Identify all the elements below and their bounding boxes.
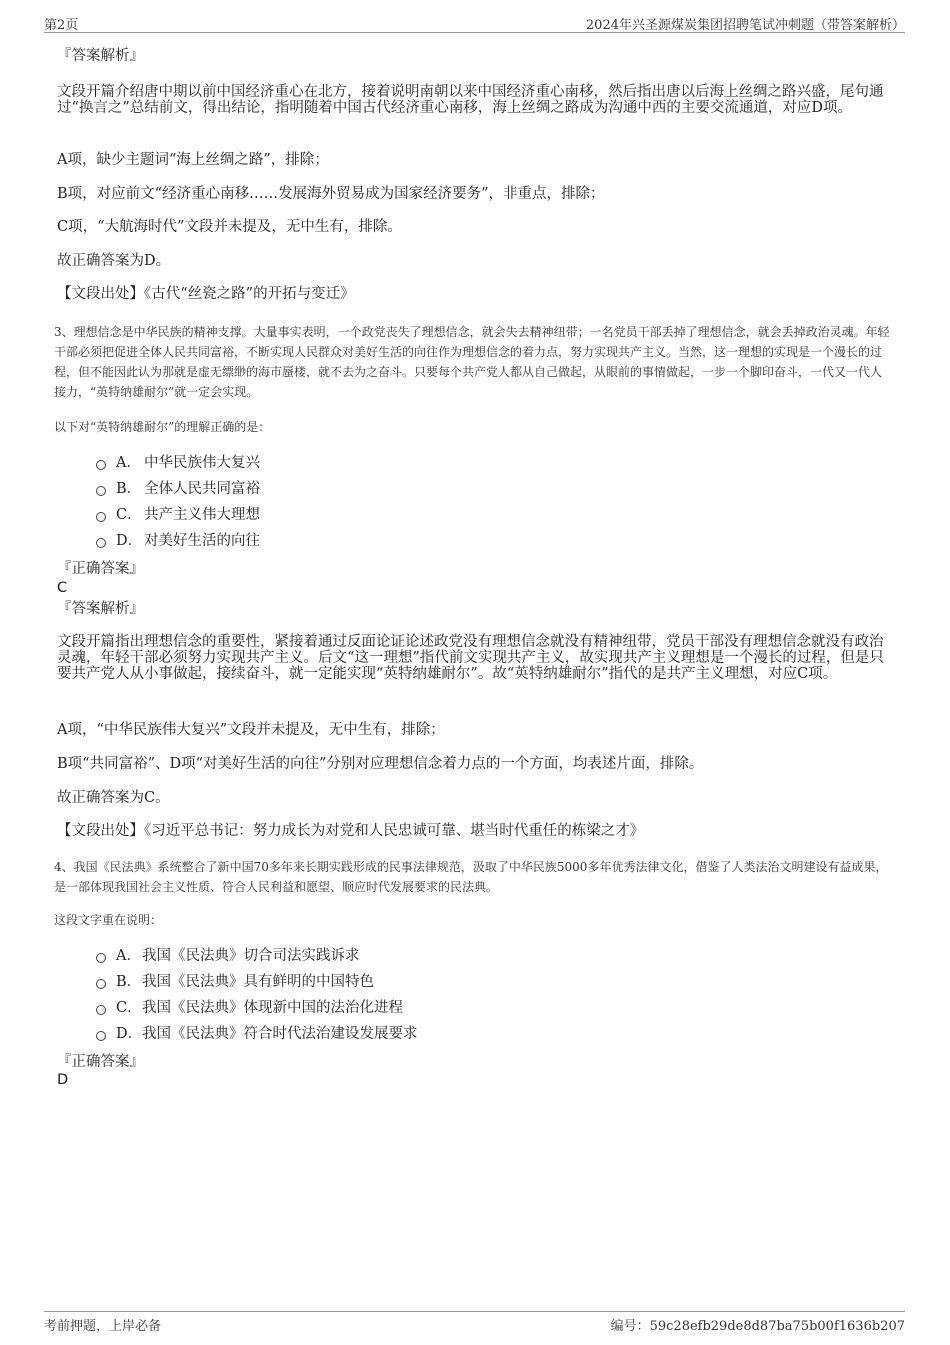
q3-question-text: 3、理想信念是中华民族的精神支撑。大量事实表明，一个政党丧失了理想信念，就会失去精神纽带；一名党员干部丢掉了理想信念，就会丢掉政治灵魂。年轻干部必须把促进全体人民共同富裕，不断实现人民群众对美好生活的向往作为理想信念的着力点，努力实现共产主义。当然，这一理想的实现是一个漫长的过程，但不能因此认为那就是虚无缥缈的海市蜃楼，就不去为之奋斗。只要每个共产党人都从自己做起，从眼前的事情做起，一步一个脚印奋斗，一代又一代人接力，“英特纳雄耐尔”就一定会实现。 — [54, 325, 890, 399]
q2-source: 【文段出处】《古代“丝瓷之路”的开拓与变迁》 — [57, 286, 355, 302]
option-text: 共产主义伟大理想 — [144, 507, 260, 523]
radio-icon[interactable] — [96, 486, 106, 496]
q3-option-c[interactable] — [96, 506, 260, 524]
radio-icon[interactable] — [96, 979, 106, 989]
radio-icon[interactable] — [96, 953, 106, 963]
option-text: 我国《民法典》切合司法实践诉求 — [142, 948, 360, 964]
q2-option-c-note: C项，“大航海时代”文段并未提及，无中生有，排除。 — [57, 219, 402, 235]
q4-option-d[interactable] — [96, 1025, 418, 1043]
page-header — [44, 14, 905, 33]
option-text: 我国《民法典》体现新中国的法治化进程 — [142, 1000, 403, 1016]
q4-question-text: 4、我国《民法典》系统整合了新中国70多年来长期实践形成的民事法律规范，汲取了中华民族5000多年优秀法律文化，借鉴了人类法治文明建设有益成果，是一部体现我国社会主义性质、符合人民利益和愿望、顺应时代发展要求的民法典。 — [54, 860, 888, 894]
q3-option-b[interactable] — [96, 480, 260, 498]
q4-prompt: 这段文字重在说明： — [54, 913, 163, 927]
option-text: 我国《民法典》具有鲜明的中国特色 — [142, 974, 374, 990]
document-title: 2024年兴圣源煤炭集团招聘笔试冲刺题（带答案解析） — [585, 18, 905, 33]
q2-analysis-label: 『答案解析』 — [57, 48, 144, 64]
q4-option-b[interactable] — [96, 973, 374, 991]
radio-icon[interactable] — [96, 1031, 106, 1041]
q3-analysis-text: 文段开篇指出理想信念的重要性，紧接着通过反面论证论述政党没有理想信念就没有精神纽带，党员干部没有理想信念就没有政治灵魂，年轻干部必须努力实现共产主义。后文“这一理想”指代前文实现共产主义，故实现共产主义理想是一个漫长的过程，但是只要共产党人从小事做起，接续奋斗，就一定能实现“英特纳雄耐尔”。故“英特纳雄耐尔”指代的是共产主义理想，对应C项。 — [57, 634, 884, 682]
q3-option-d[interactable] — [96, 532, 260, 550]
q4-answer-label: 『正确答案』 — [57, 1054, 144, 1070]
q3-option-bd-note: B项“共同富裕”、D项“对美好生活的向往”分别对应理想信念着力点的一个方面，均表述片面，排除。 — [57, 756, 704, 772]
q3-source: 【文段出处】《习近平总书记：努力成长为对党和人民忠诚可靠、堪当时代重任的栋梁之才》 — [57, 823, 645, 839]
footer-slogan: 考前押题，上岸必备 — [44, 1319, 162, 1334]
option-letter: C． — [116, 507, 142, 523]
q3-prompt: 以下对“英特纳雄耐尔”的理解正确的是： — [54, 420, 271, 434]
option-text: 全体人民共同富裕 — [144, 481, 260, 497]
q3-option-a[interactable] — [96, 454, 260, 472]
radio-icon[interactable] — [96, 460, 106, 470]
option-text: 中华民族伟大复兴 — [144, 455, 260, 471]
radio-icon[interactable] — [96, 1005, 106, 1015]
document-code: 编号：59c28efb29de8d87ba75b00f1636b207 — [610, 1319, 905, 1334]
option-letter: A． — [116, 455, 141, 471]
q3-answer-label: 『正确答案』 — [57, 561, 144, 577]
option-text: 我国《民法典》符合时代法治建设发展要求 — [142, 1026, 418, 1042]
option-letter: D． — [116, 1026, 143, 1042]
page-number: 第2页 — [44, 18, 79, 33]
q3-answer: C — [57, 580, 68, 596]
q4-answer: D — [57, 1072, 69, 1088]
option-letter: D． — [116, 533, 143, 549]
q2-option-b-note: B项，对应前文“经济重心南移……发展海外贸易成为国家经济要务”，非重点，排除； — [57, 186, 605, 202]
option-letter: A． — [116, 948, 141, 964]
q4-option-c[interactable] — [96, 999, 403, 1017]
q3-option-a-note: A项，“中华民族伟大复兴”文段并未提及，无中生有，排除； — [57, 722, 445, 738]
q2-analysis-text: 文段开篇介绍唐中期以前中国经济重心在北方，接着说明南朝以来中国经济重心南移，然后指出唐以后海上丝绸之路兴盛，尾句通过“换言之”总结前文，得出结论，指明随着中国古代经济重心南移，海上丝绸之路成为沟通中西的主要交流通道，对应D项。 — [57, 84, 884, 116]
option-letter: B． — [116, 974, 142, 990]
q4-option-a[interactable] — [96, 947, 360, 965]
q2-conclusion: 故正确答案为D。 — [57, 253, 171, 269]
q3-analysis-label: 『答案解析』 — [57, 601, 144, 617]
option-text: 对美好生活的向往 — [144, 533, 260, 549]
radio-icon[interactable] — [96, 538, 106, 548]
q3-conclusion: 故正确答案为C。 — [57, 790, 170, 806]
option-letter: B． — [116, 481, 142, 497]
q2-option-a-note: A项，缺少主题词“海上丝绸之路”，排除； — [57, 152, 329, 168]
option-letter: C． — [116, 1000, 142, 1016]
page-footer — [44, 1311, 905, 1334]
radio-icon[interactable] — [96, 512, 106, 522]
